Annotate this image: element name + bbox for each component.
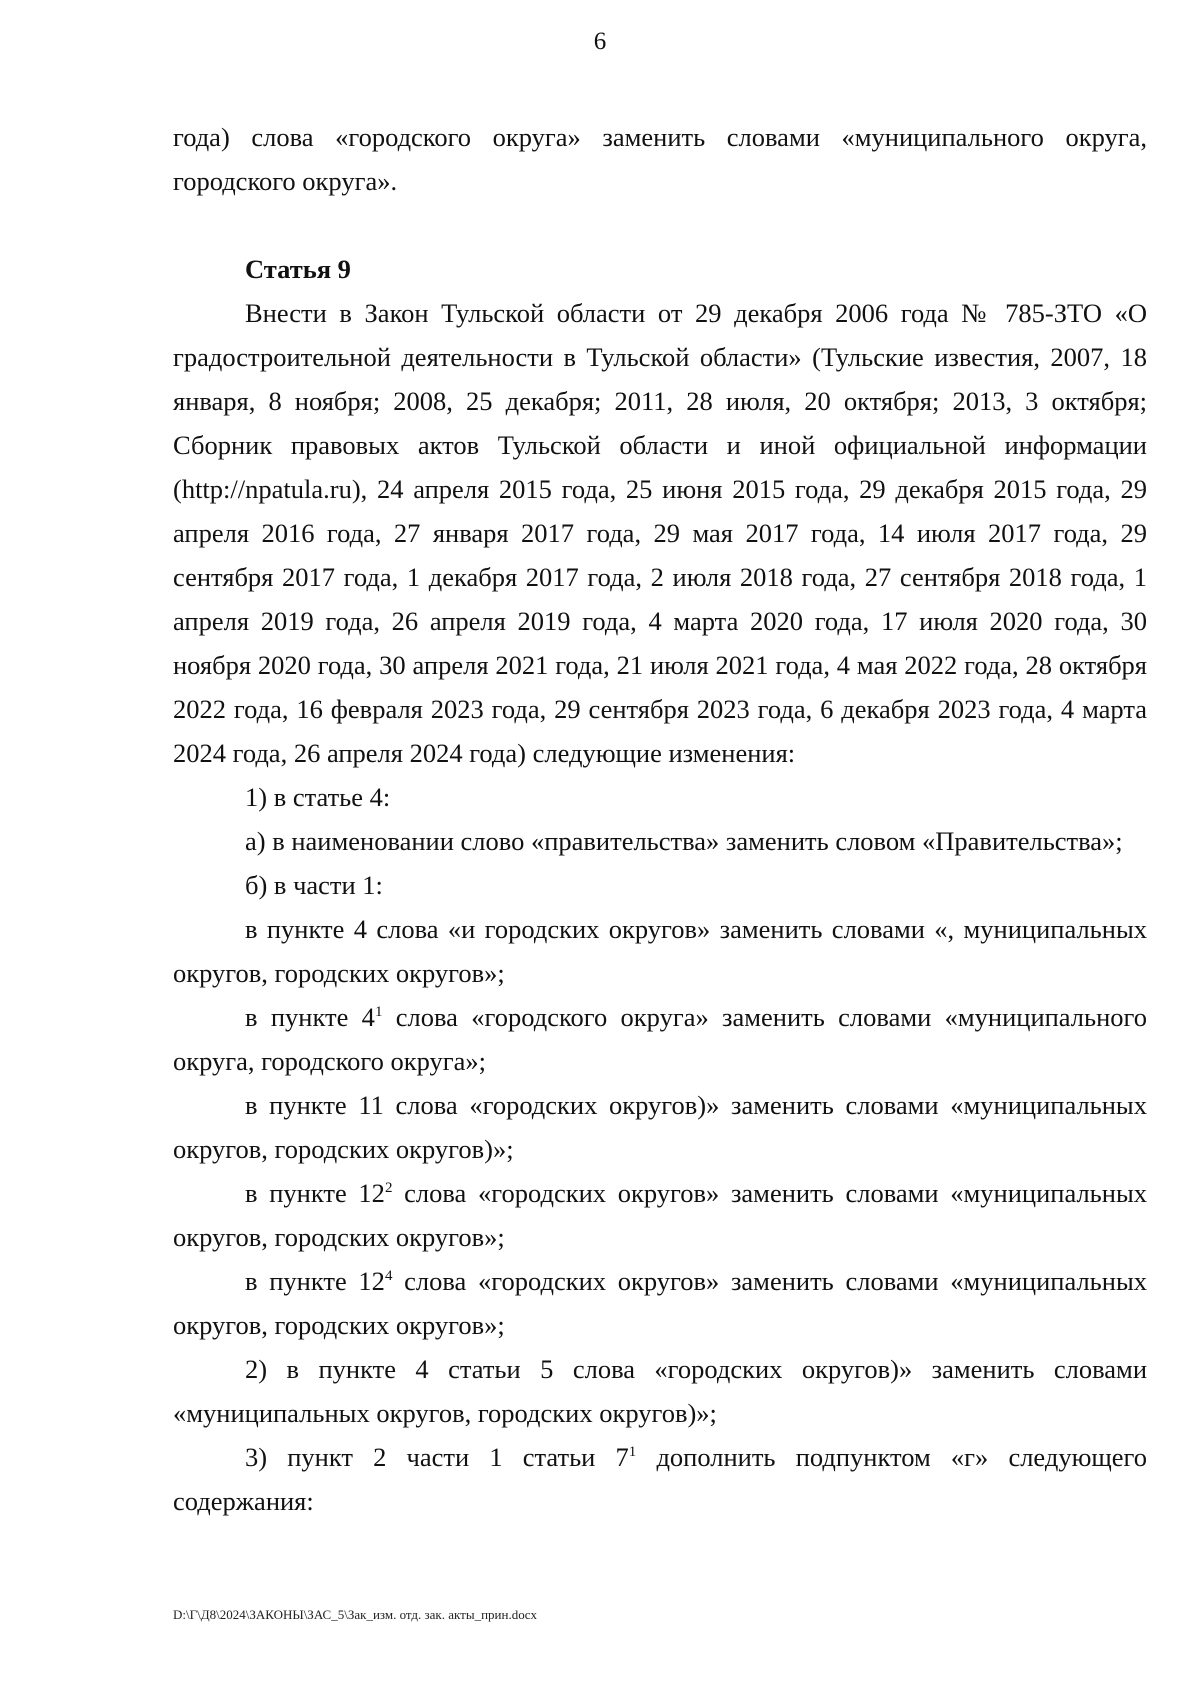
item-1a: а) в наименовании слово «правительства» заменить словом «Правительства»; — [245, 826, 1123, 856]
item-2: 2) в пункте 4 статьи 5 слова «городских округов)» заменить словами «муниципальных округов, городских округов)»; — [173, 1354, 1147, 1428]
document-body — [173, 115, 1147, 1523]
subitem-point-12-2-text: слова «городских округов» заменить словами «муниципальных округов, городских округов»; — [173, 1178, 1148, 1252]
subitem-point-12-4-superscript: 4 — [384, 1268, 393, 1284]
subitem-point-12-2 — [173, 1171, 1147, 1259]
item-1b: б) в части 1: — [245, 870, 383, 900]
footer-file-path: D:\Г\Д8\2024\ЗАКОНЫ\ЗАС_5\Зак_изм. отд. зак. акты_прин.docx — [173, 1607, 537, 1622]
item-1: 1) в статье 4: — [245, 782, 391, 812]
subitem-point-12-4 — [173, 1259, 1147, 1347]
subitem-point-4-1 — [173, 995, 1147, 1083]
article-body-paragraph: Внести в Закон Тульской области от 29 декабря 2006 года № 785-ЗТО «О градостроительной деятельности в Тульской области» (Тульские известия, 2007, 18 января, 8 ноября; 2008, 25 декабря; 2011, 28 июля, 20 октября; 2013, 3 октября; Сборник правовых актов Тульской области и иной официальной информации (http://npatula.ru), 24 апреля 2015 года, 25 июня 2015 года, 29 декабря 2015 года, 29 апреля 2016 года, 27 января 2017 года, 29 мая 2017 года, 14 июля 2017 года, 29 сентября 2017 года, 1 декабря 2017 года, 2 июля 2018 года, 27 сентября 2018 года, 1 апреля 2019 года, 26 апреля 2019 года, 4 марта 2020 года, 17 июля 2020 года, 30 ноября 2020 года, 30 апреля 2021 года, 21 июля 2021 года, 4 мая 2022 года, 28 октября 2022 года, 16 февраля 2023 года, 29 сентября 2023 года, 6 декабря 2023 года, 4 марта 2024 года, 26 апреля 2024 года) следующие изменения: — [173, 298, 1147, 768]
intro-paragraph: года) слова «городского округа» заменить словами «муниципального округа, городского округа». — [173, 122, 1147, 196]
item-3-superscript: 1 — [628, 1444, 637, 1460]
item-3 — [173, 1435, 1147, 1523]
subitem-point-4-1-text: слова «городского округа» заменить словами «муниципального округа, городского округа»; — [173, 1002, 1147, 1076]
subitem-point-11: в пункте 11 слова «городских округов)» заменить словами «муниципальных округов, городских округов)»; — [173, 1090, 1147, 1164]
paragraph-gap — [173, 203, 1147, 247]
item-3-text: дополнить подпунктом «г» следующего содержания: — [173, 1442, 1147, 1516]
subitem-point-12-4-prefix: в пункте 12 — [245, 1266, 385, 1296]
item-3-prefix: 3) пункт 2 части 1 статьи 7 — [245, 1442, 629, 1472]
subitem-point-12-2-prefix: в пункте 12 — [245, 1178, 385, 1208]
page-number: 6 — [593, 28, 607, 55]
subitem-point-4-1-prefix: в пункте 4 — [245, 1002, 375, 1032]
subitem-point-12-4-text: слова «городских округов» заменить словами «муниципальных округов, городских округов»; — [173, 1266, 1148, 1340]
article-heading: Статья 9 — [245, 254, 351, 284]
subitem-point-4-1-superscript: 1 — [374, 1004, 383, 1020]
subitem-point-12-2-superscript: 2 — [384, 1180, 393, 1196]
subitem-point-4: в пункте 4 слова «и городских округов» заменить словами «, муниципальных округов, городских округов»; — [173, 914, 1147, 988]
